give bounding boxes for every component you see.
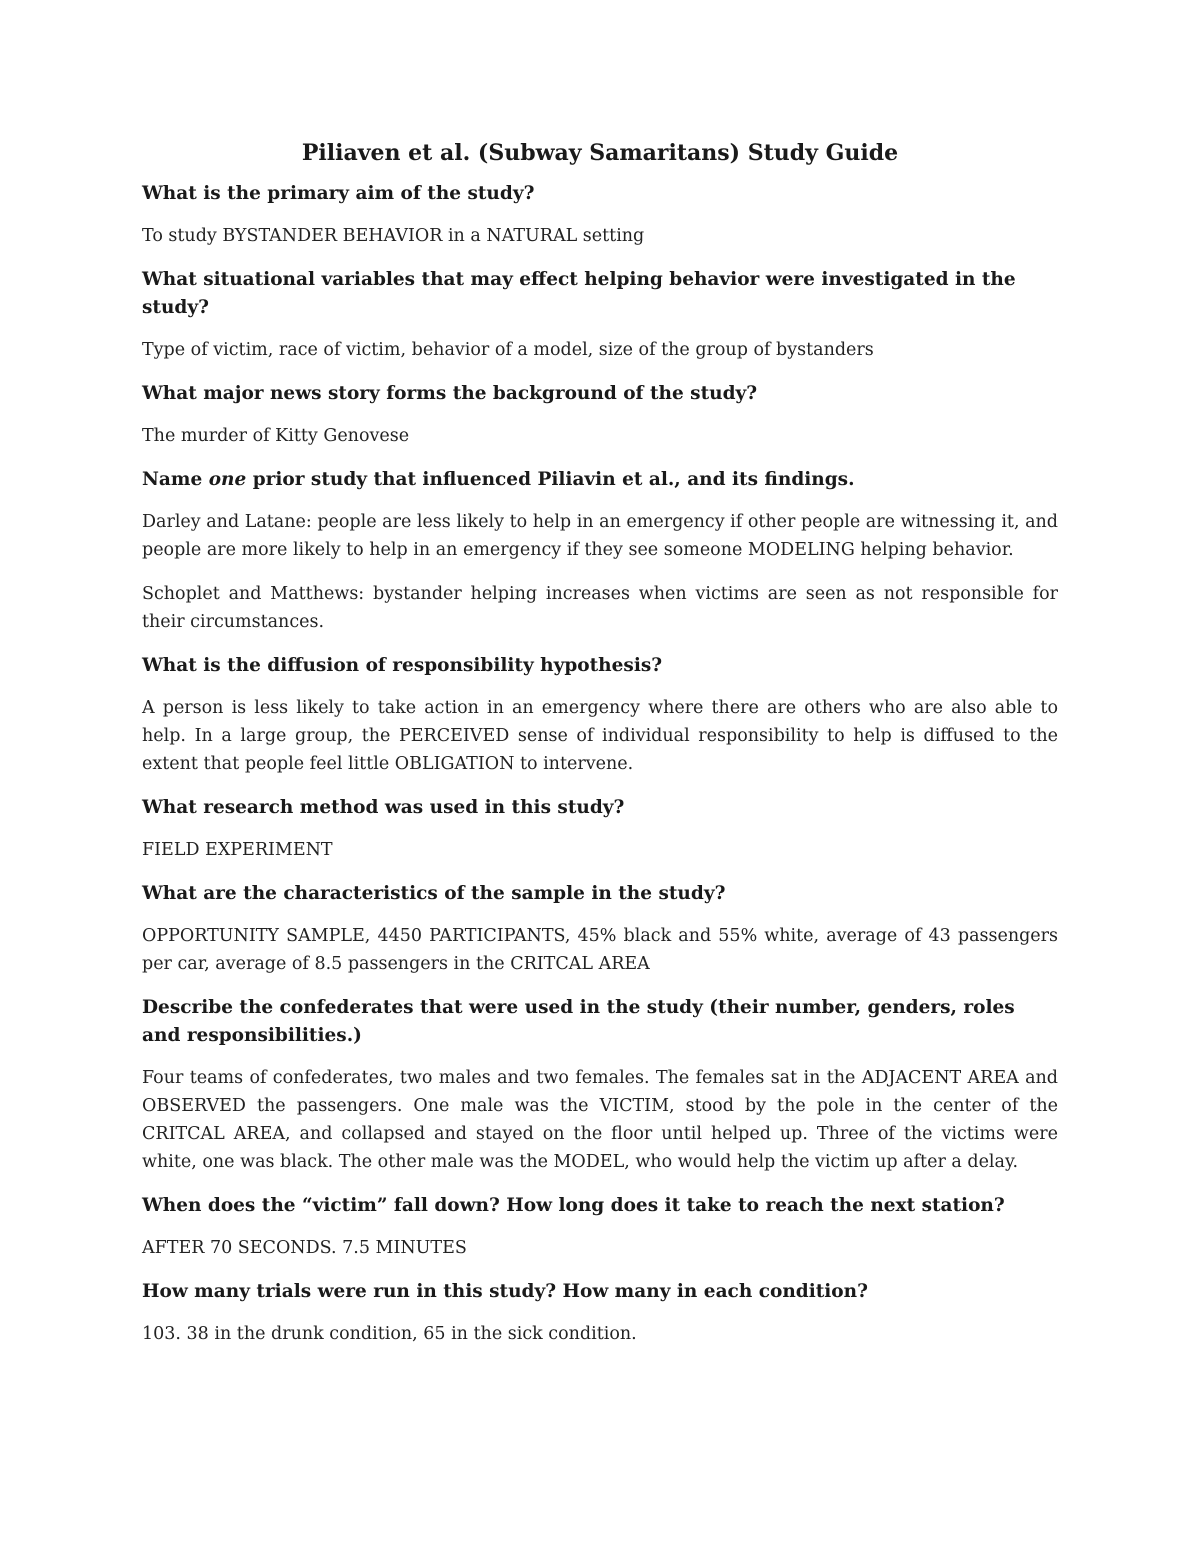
question-situational-variables: What situational variables that may effect helping behavior were investigated in the study? [142, 269, 1016, 318]
question-confederates: Describe the confederates that were used in the study (their number, genders, roles and responsibilities.) [142, 997, 1015, 1046]
answer-trials: 103. 38 in the drunk condition, 65 in the sick condition. [142, 1324, 637, 1344]
answer-primary-aim: To study BYSTANDER BEHAVIOR in a NATURAL setting [142, 226, 645, 246]
page-title: Piliaven et al. (Subway Samaritans) Study Guide [301, 140, 899, 166]
question-diffusion-hypothesis: What is the diffusion of responsibility hypothesis? [142, 655, 663, 676]
question-prior-study [142, 466, 1058, 494]
question-prior-study-emphasis: one [208, 469, 247, 490]
answer-prior-study-schoplet-matthews: Schoplet and Matthews: bystander helping increases when victims are seen as not responsible for their circumstances. [142, 584, 1058, 632]
question-prior-study-before: Name [142, 469, 209, 490]
answer-victim-timing: AFTER 70 SECONDS. 7.5 MINUTES [142, 1238, 467, 1258]
question-prior-study-after: prior study that influenced Piliavin et al., and its findings. [246, 469, 855, 490]
answer-situational-variables: Type of victim, race of victim, behavior of a model, size of the group of bystanders [142, 340, 874, 360]
question-victim-timing: When does the “victim” fall down? How long does it take to reach the next station? [142, 1195, 1005, 1216]
answer-confederates: Four teams of confederates, two males and two females. The females sat in the ADJACENT AREA and OBSERVED the passengers. One male was the VICTIM, stood by the pole in the center of the CRITCAL AREA, and collapsed and stayed on the floor until helped up. Three of the victims were white, one was black. The other male was the MODEL, who would help the victim up after a delay. [142, 1068, 1058, 1172]
question-research-method: What research method was used in this study? [142, 797, 625, 818]
question-sample-characteristics: What are the characteristics of the sample in the study? [142, 883, 726, 904]
answer-news-story: The murder of Kitty Genovese [142, 426, 410, 446]
answer-diffusion-hypothesis: A person is less likely to take action in an emergency where there are others who are also able to help. In a large group, the PERCEIVED sense of individual responsibility to help is diffused to the extent that people feel little OBLIGATION to intervene. [142, 698, 1058, 774]
answer-research-method: FIELD EXPERIMENT [142, 840, 333, 860]
question-primary-aim: What is the primary aim of the study? [142, 183, 535, 204]
question-news-story: What major news story forms the background of the study? [142, 383, 758, 404]
answer-prior-study-darley-latane: Darley and Latane: people are less likely to help in an emergency if other people are witnessing it, and people are more likely to help in an emergency if they see someone MODELING helping behavior. [142, 512, 1058, 560]
question-trials: How many trials were run in this study? How many in each condition? [142, 1281, 868, 1302]
document-page [142, 138, 1058, 1348]
answer-sample-characteristics: OPPORTUNITY SAMPLE, 4450 PARTICIPANTS, 45% black and 55% white, average of 43 passengers per car, average of 8.5 passengers in the CRITCAL AREA [142, 926, 1058, 974]
